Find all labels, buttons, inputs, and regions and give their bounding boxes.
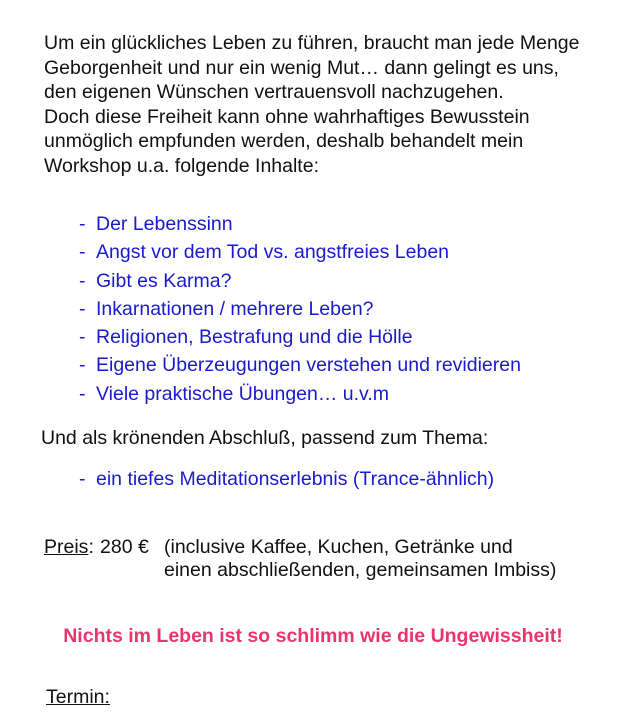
list-item-text: ein tiefes Meditationserlebnis (Trance-ähnlich): [96, 468, 495, 490]
list-dash: -: [79, 354, 86, 377]
list-dash: -: [79, 241, 86, 264]
list-item: [79, 465, 494, 493]
intro-line: Geborgenheit und nur ein wenig Mut… dann gelingt es uns,: [44, 56, 559, 79]
list-dash: -: [79, 468, 86, 490]
list-item-text: Eigene Überzeugungen verstehen und revidieren: [96, 354, 521, 377]
intro-line: Workshop u.a. folgende Inhalte:: [44, 154, 319, 177]
list-item: [79, 267, 521, 295]
list-dash: -: [79, 269, 86, 292]
price-label: Preis: [44, 536, 89, 558]
price-amount: 280 €: [100, 536, 149, 558]
list-item-text: Angst vor dem Tod vs. angstfreies Leben: [96, 241, 450, 264]
abschluss-heading: Und als krönenden Abschluß, passend zum Thema:: [41, 427, 489, 449]
list-item: [79, 238, 521, 266]
list-item-text: Viele praktische Übungen… u.v.m: [96, 382, 390, 405]
list-item-text: Gibt es Karma?: [96, 269, 232, 292]
intro-line: Um ein glückliches Leben zu führen, braucht man jede Menge: [44, 32, 580, 54]
intro-paragraph: [44, 31, 604, 178]
topics-list: [79, 210, 521, 408]
list-dash: -: [79, 213, 86, 235]
abschluss-list: [79, 465, 494, 493]
list-item: [79, 380, 521, 408]
motto-slogan: Nichts im Leben ist so schlimm wie die Ungewissheit!: [63, 625, 563, 647]
termin-label: Termin: [46, 686, 105, 708]
intro-line: Doch diese Freiheit kann ohne wahrhaftiges Bewusstein: [44, 105, 530, 128]
list-item-text: Religionen, Bestrafung und die Hölle: [96, 326, 413, 349]
list-item: [79, 295, 521, 323]
intro-line: den eigenen Wünschen vertrauensvoll nachzugehen.: [44, 81, 504, 103]
price-details-line2: einen abschließenden, gemeinsamen Imbiss): [164, 559, 557, 581]
intro-line: unmöglich empfunden werden, deshalb behandelt mein: [44, 130, 524, 152]
list-item: [79, 210, 521, 238]
list-dash: -: [79, 382, 86, 405]
list-item: [79, 323, 521, 351]
list-item-text: Der Lebenssinn: [96, 213, 233, 235]
list-dash: -: [79, 297, 86, 320]
termin-label-group: [46, 684, 110, 710]
price-label-colon: :: [88, 536, 94, 558]
list-item: [79, 351, 521, 379]
price-label-group: [44, 536, 94, 559]
list-dash: -: [79, 326, 86, 349]
list-item-text: Inkarnationen / mehrere Leben?: [96, 297, 374, 320]
termin-colon: :: [104, 686, 110, 708]
price-details-line1: (inclusive Kaffee, Kuchen, Getränke und: [164, 536, 513, 558]
